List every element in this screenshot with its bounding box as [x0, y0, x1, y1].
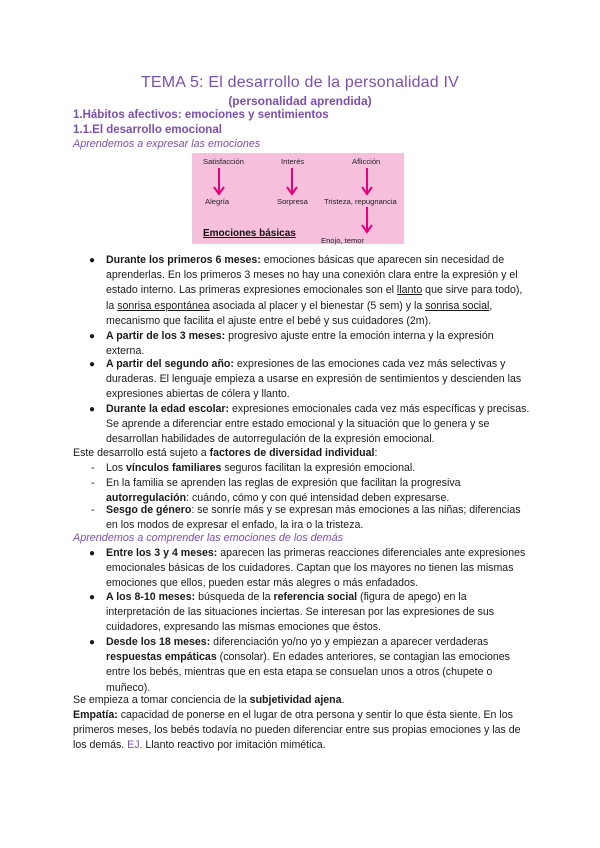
paragraph-subjetividad: Se empieza a tomar conciencia de la subjetividad ajena. [73, 694, 345, 706]
page-title: TEMA 5: El desarrollo de la personalidad IV [140, 74, 460, 91]
list-item: Durante la edad escolar: expresiones emocionales cada vez más específicas y precisas. Se aprende a diferenciar entre estado emocional y la situación que lo genera y se desarrollan habilidades de autorregulación de la expresión emocional. [106, 403, 530, 446]
list-item: Durante los primeros 6 meses: emociones básicas que aparecen sin necesidad de aprenderlas. En los primeros 3 meses no hay una conexión clara entre la expresión y el estado interno. Las primeras expresiones emocionales son el llanto que sirve para todo), la sonrisa espontánea asociada al placer y el bienestar (5 sem) y la sonrisa social, mecanismo que facilita el ajuste entre el bebé y sus cuidadores (2m). [106, 254, 523, 327]
list-item: En la familia se aprenden las reglas de expresión que facilitan la progresiva autorregulación: cuándo, cómo y con qué intensidad deben expresarse. [106, 477, 461, 505]
bullet-icon: ● [89, 548, 96, 559]
figure-label-enojo: Enojo, temor [321, 236, 365, 245]
list-item: Los vínculos familiares seguros facilitan la expresión emocional. [106, 462, 416, 474]
italic-subheading-comprender: Aprendemos a comprender las emociones de los demás [73, 532, 344, 544]
figure-label-sorpresa: Sorpresa [277, 197, 308, 206]
bullet-icon: ● [89, 592, 96, 603]
list-item: A los 8-10 meses: búsqueda de la referencia social (figura de apego) en la interpretación de las situaciones inciertas. Se interesan por las expresiones de sus cuidadores, expresando las mismas emociones que éstos. [106, 591, 495, 634]
bullet-icon: ● [89, 331, 96, 342]
figure-label-tristeza: Tristeza, repugnancia [324, 197, 397, 206]
figure-label-afliccion: Aflicción [352, 157, 381, 166]
bullet-icon: ● [89, 255, 96, 266]
list-item: A partir del segundo año: expresiones de las emociones cada vez más selectivas y duraderas. El lenguaje empieza a usarse en expresión de sentimientos y descienden las expresiones abiertas de cólera y llanto. [106, 358, 522, 401]
list-item: Sesgo de género: se sonríe más y se expresan más emociones a las niñas; diferencias en los modos de expresar el enfado, la ira o la tristeza. [106, 504, 521, 532]
italic-subheading-expresar: Aprendemos a expresar las emociones [73, 138, 261, 150]
arrow-down-icon [360, 205, 374, 235]
subsection-heading: 1.1.El desarrollo emocional [73, 124, 222, 136]
bullet-icon: ● [89, 637, 96, 648]
arrow-down-icon [360, 167, 374, 197]
dash-marker: - [91, 477, 95, 489]
section-heading: 1.Hábitos afectivos: emociones y sentimientos [73, 109, 329, 121]
figure-label-interes: Interés [281, 157, 305, 166]
arrow-down-icon [212, 167, 226, 197]
bullet-icon: ● [89, 404, 96, 415]
paragraph-empatia: Empatía: capacidad de ponerse en el lugar de otra persona y sentir lo que ésta siente. En los primeros meses, los bebés todavía no pueden diferenciar entre sus propias emociones y las de los demás. EJ. Llanto reactivo por imitación mimética. [73, 709, 521, 752]
list-item: Desde los 18 meses: diferenciación yo/no yo y empiezan a aparecer verdaderas respuestas empáticas (consolar). En edades anteriores, se contagian las emociones entre los bebés, mientras que en esta etapa se consuelan unos a otros (chupete o muñeco). [106, 636, 510, 694]
dash-marker: - [91, 504, 95, 516]
figure-label-satisfaccion: Satisfacción [203, 157, 244, 166]
list-item: Entre los 3 y 4 meses: aparecen las primeras reacciones diferenciales ante expresiones emocionales básicas de los cuidadores. Captan que los mayores no tienen las mismas emociones que ellos, pueden estar más alegres o más enfadados. [106, 547, 526, 590]
paragraph-factors-intro: Este desarrollo está sujeto a factores de diversidad individual: [73, 447, 378, 459]
figure-label-alegria: Alegría [205, 197, 230, 206]
figure-caption: Emociones básicas [203, 228, 296, 239]
page-subtitle: (personalidad aprendida) [228, 94, 372, 108]
dash-marker: - [91, 462, 95, 474]
list-item: A partir de los 3 meses: progresivo ajuste entre la emoción interna y la expresión externa. [106, 330, 494, 358]
arrow-down-icon [285, 167, 299, 197]
emotions-figure [192, 153, 404, 244]
bullet-icon: ● [89, 359, 96, 370]
